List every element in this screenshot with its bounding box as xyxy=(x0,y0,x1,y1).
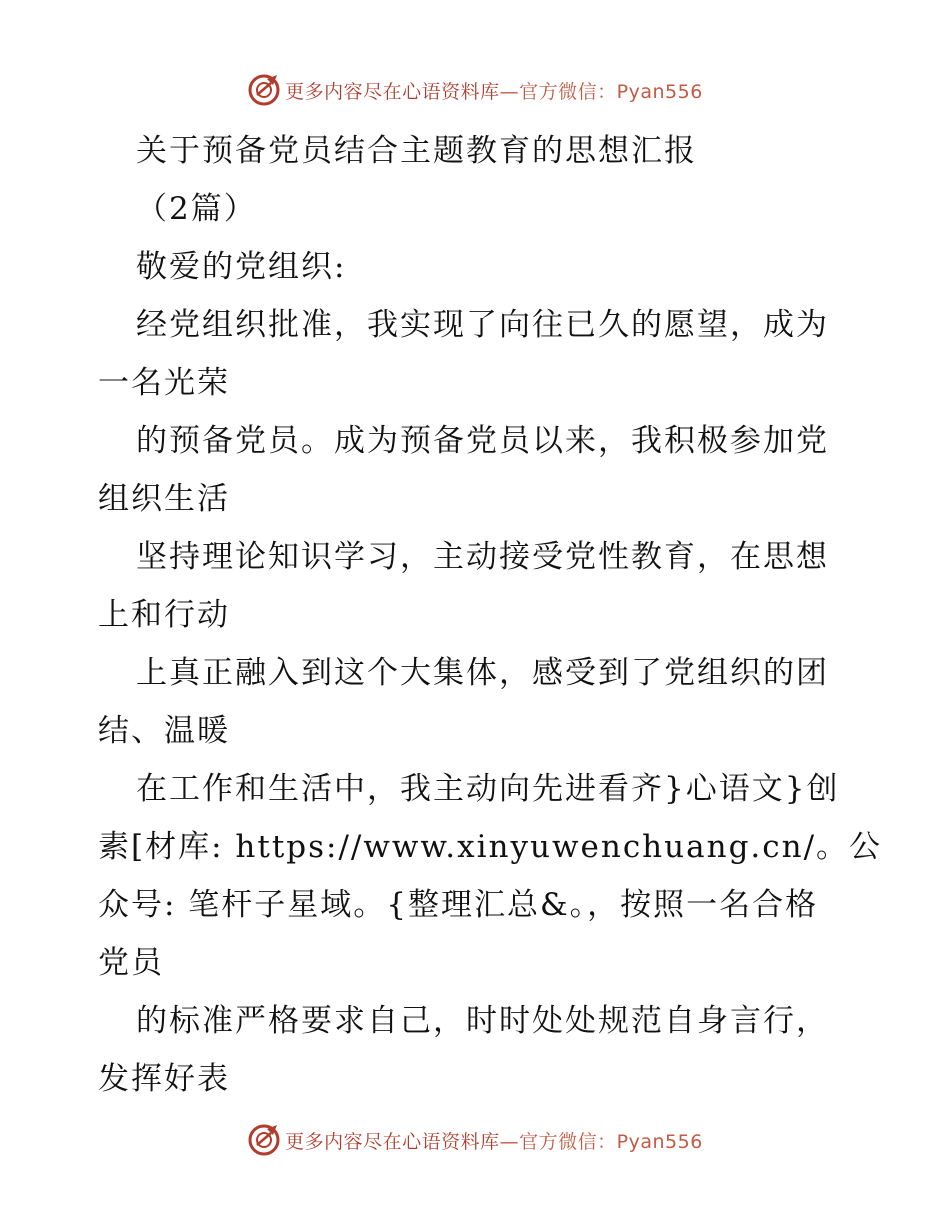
text-line: 上和行动 xyxy=(98,597,230,633)
brand-logo-icon xyxy=(247,73,281,107)
text-line: 的预备党员。成为预备党员以来，我积极参加党 xyxy=(136,423,829,459)
document-title: 关于预备党员结合主题教育的思想汇报 xyxy=(136,133,697,169)
footer-banner-text: 更多内容尽在心语资料库 xyxy=(285,1130,500,1153)
footer-banner-suffix: —官方微信：Pyan556 xyxy=(499,1130,703,1153)
text-line: （2篇） xyxy=(136,191,257,227)
header-banner-text: 更多内容尽在心语资料库 xyxy=(285,80,500,103)
footer-banner xyxy=(0,1120,950,1160)
text-line: 发挥好表 xyxy=(98,1061,230,1097)
header-banner xyxy=(0,70,950,110)
text-line: 一名光荣 xyxy=(98,365,230,401)
text-line: 素[材库: https://www.xinyuwenchuang.cn/。公 xyxy=(98,829,883,865)
text-line: 众号: 笔杆子星域。{整理汇总&。，按照一名合格 xyxy=(98,887,819,923)
text-line: 坚持理论知识学习，主动接受党性教育，在思想 xyxy=(136,539,829,575)
text-line: 上真正融入到这个大集体，感受到了党组织的团 xyxy=(136,655,829,691)
text-line: 党员 xyxy=(98,945,164,981)
text-line: 结、温暖 xyxy=(98,713,230,749)
text-line: 敬爱的党组织: xyxy=(136,249,347,285)
brand-logo-icon xyxy=(247,1123,281,1157)
text-line: 经党组织批准，我实现了向往已久的愿望，成为 xyxy=(136,307,829,343)
document-body xyxy=(98,122,883,1108)
header-banner-suffix: —官方微信：Pyan556 xyxy=(499,80,703,103)
text-line: 的标准严格要求自己，时时处处规范自身言行， xyxy=(136,1003,829,1039)
text-line: 组织生活 xyxy=(98,481,230,517)
text-line: 在工作和生活中，我主动向先进看齐}心语文}创 xyxy=(136,771,840,807)
